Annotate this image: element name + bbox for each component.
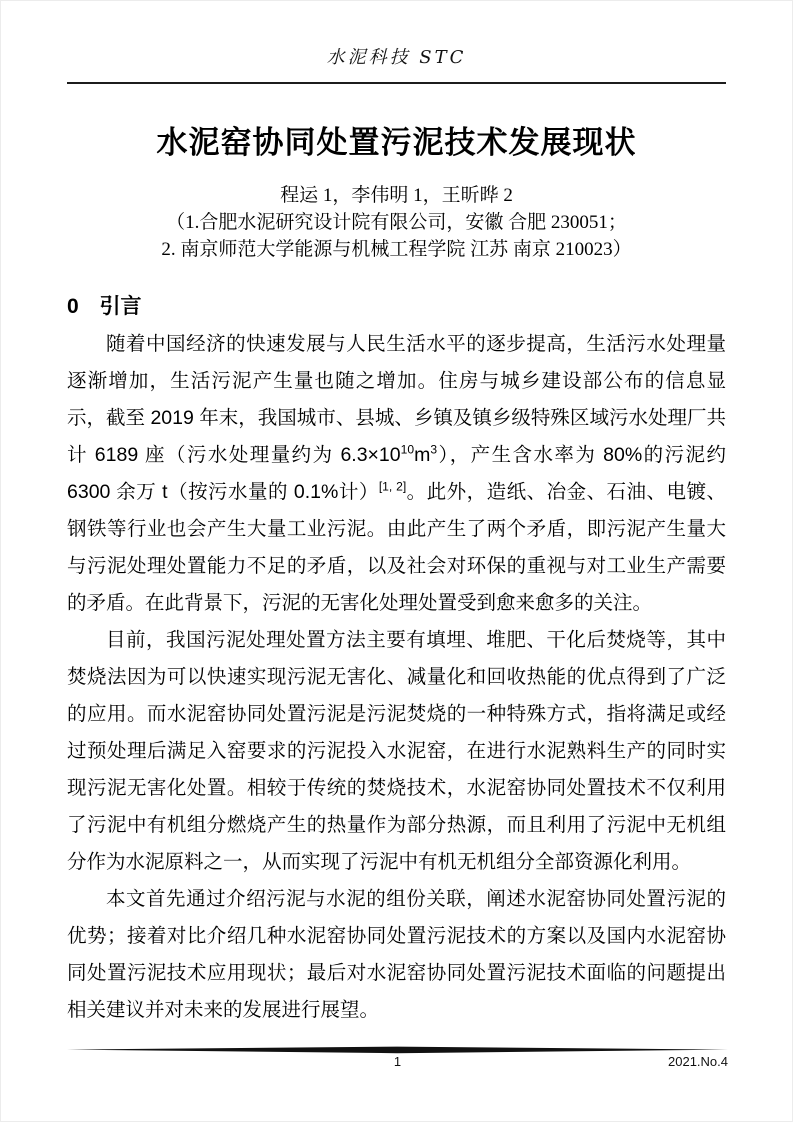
section-heading: [67, 290, 726, 320]
footer-tapered-rule: [67, 1046, 728, 1054]
page-content: [1, 1, 792, 1029]
issue-label: 2021.No.4: [668, 1054, 728, 1069]
header-rule: [67, 82, 726, 84]
article-affiliations: [67, 209, 726, 263]
article-authors: 程运 1，李伟明 1，王昕晔 2: [280, 185, 513, 206]
section-number: 0: [67, 295, 79, 318]
article-body: [67, 326, 726, 1029]
paragraph-3: 本文首先通过介绍污泥与水泥的组份关联，阐述水泥窑协同处置污泥的优势；接着对比介绍几种水泥窑协同处置污泥技术的方案以及国内水泥窑协同处置污泥技术应用现状；最后对水泥窑协同处置污泥技术面临的问题提出相关建议并对未来的发展进行展望。: [67, 888, 726, 1021]
article-title: 水泥窑协同处置污泥技术发展现状: [156, 125, 637, 160]
section-title: 引言: [99, 295, 142, 318]
page-footer: [67, 1054, 728, 1074]
paragraph-2: 目前，我国污泥处理处置方法主要有填埋、堆肥、干化后焚烧等，其中焚烧法因为可以快速实现污泥无害化、减量化和回收热能的优点得到了广泛的应用。而水泥窑协同处置污泥是污泥焚烧的一种特殊方式，指将满足或经过预处理后满足入窑要求的污泥投入水泥窑，在进行水泥熟料生产的同时实现污泥无害化处置。相较于传统的焚烧技术，水泥窑协同处置技术不仅利用了污泥中有机组分燃烧产生的热量作为部分热源，而且利用了污泥中无机组分作为水泥原料之一，从而实现了污泥中有机无机组分全部资源化利用。: [67, 629, 726, 873]
page-number: 1: [393, 1054, 402, 1069]
affiliation-line-2: 2. 南京师范大学能源与机械工程学院 江苏 南京 210023）: [161, 239, 632, 260]
paragraph-1: 随着中国经济的快速发展与人民生活水平的逐步提高，生活污水处理量逐渐增加，生活污泥产生量也随之增加。住房与城乡建设部公布的信息显示，截至 2019 年末，我国城市、县城、乡镇及镇乡级特殊区域污水处理厂共计 6189 座（污水处理量约为 $6.3\times 10^{10}m^3$），产生含水率为 80%的污泥约 6300 余万 t（按污水量的 0.1%计）[1, 2]。此外，造纸、冶金、石油、电镀、钢铁等行业也会产生大量工业污泥。由此产生了两个矛盾，即污泥产生量大与污泥处理处置能力不足的矛盾，以及社会对环保的重视与对工业生产需要的矛盾。在此背景下，污泥的无害化处理处置受到愈来愈多的关注。: [67, 333, 727, 614]
journal-header-title: 水泥科技 STC: [326, 47, 467, 68]
affiliation-line-1: （1.合肥水泥研究设计院有限公司，安徽 合肥 230051；: [166, 212, 627, 233]
